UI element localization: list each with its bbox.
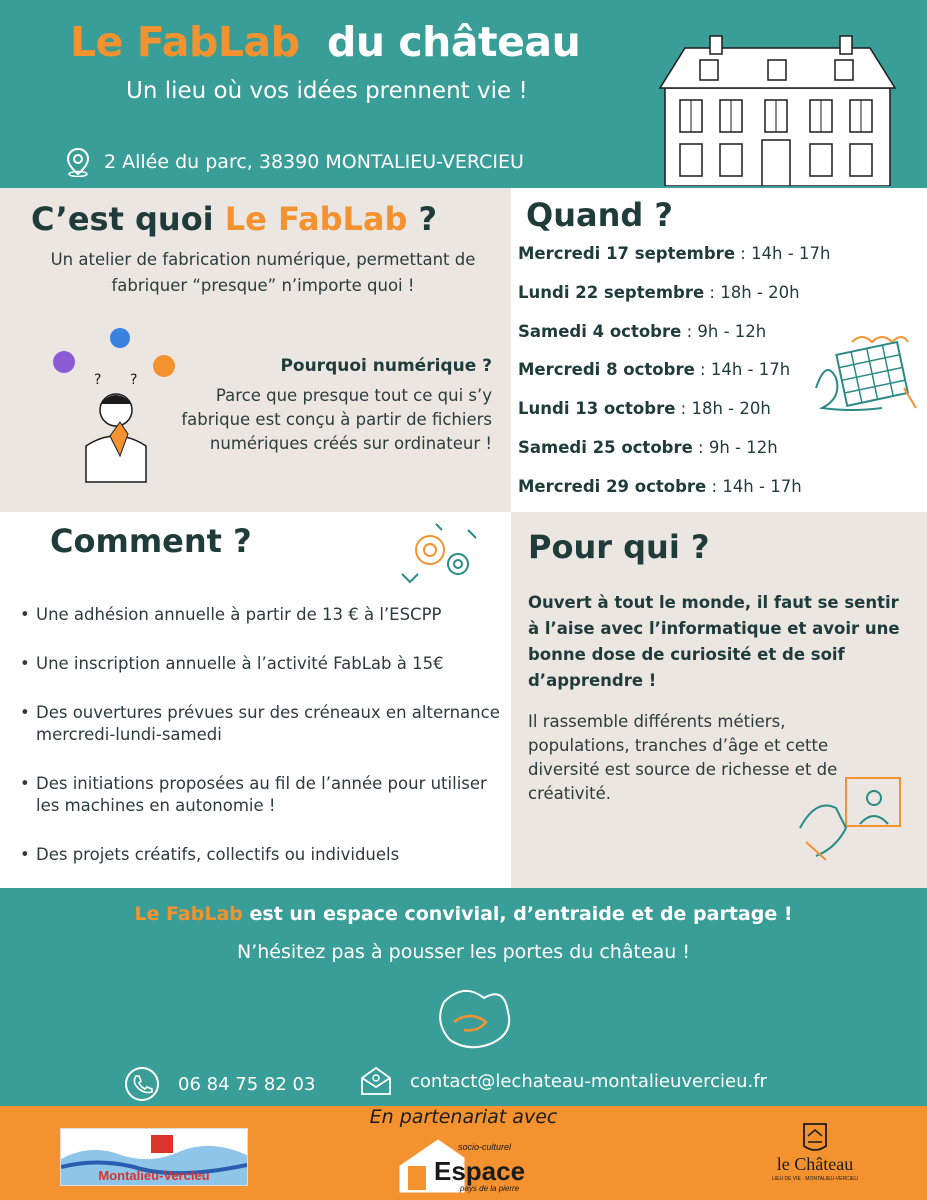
schedule-day: Mercredi 29 octobre (518, 476, 707, 496)
what-description: Un atelier de fabrication numérique, permettant de fabriquer “presque” n’importe quoi ! (50, 250, 476, 295)
chateau-logo-text: le Château (776, 1154, 854, 1174)
schedule-time: : 18h - 20h (704, 282, 800, 302)
list-item: • Une adhésion annuelle à partir de 13 € à l’ESCPP (20, 604, 500, 626)
list-item: • Des ouvertures prévues sur des créneaux en alternance mercredi-lundi-samedi (20, 702, 500, 746)
title-chateau: du château (327, 18, 581, 66)
schedule-row (518, 279, 848, 318)
address-text: 2 Allée du parc, 38390 MONTALIEU-VERCIEU (104, 151, 524, 173)
what-heading-question: ? (418, 200, 438, 238)
why-digital-title: Pourquoi numérique ? (280, 356, 492, 376)
espace-logo (398, 1136, 538, 1194)
schedule-time: : 14h - 17h (694, 360, 791, 380)
espace-logo-top: socio-culturel (458, 1142, 512, 1152)
espace-logo-main: Espace (434, 1156, 526, 1186)
schedule-row (518, 318, 848, 357)
phone-number: 06 84 75 82 03 (178, 1073, 316, 1095)
schedule-day: Lundi 22 septembre (518, 282, 705, 302)
schedule-row (518, 240, 848, 279)
mail-icon (360, 1066, 392, 1096)
who-bold-text: Ouvert à tout le monde, il faut se sentir à l’aise avec l’informatique et avoir une bonne dose de curiosité et de soif d’apprendre ! (528, 593, 900, 690)
schedule-time: : 14h - 17h (706, 476, 802, 496)
montalieu-logo-text: Montalieu-Vercieu (98, 1168, 210, 1183)
partners-title: En partenariat avec (369, 1106, 558, 1128)
page-subtitle: Un lieu où vos idées prennent vie ! (126, 78, 528, 104)
schedule-time: : 14h - 17h (735, 244, 831, 263)
schedule-row (518, 395, 848, 434)
schedule-time: : 18h - 20h (675, 399, 771, 419)
band-tagline-fablab: Le FabLab (134, 903, 243, 925)
svg-text:?: ? (94, 372, 102, 388)
phone-contact[interactable] (124, 1066, 315, 1102)
schedule-day: Lundi 13 octobre (518, 399, 676, 419)
band-tagline-rest: est un espace convivial, d’entraide et de partage ! (242, 903, 793, 925)
castle-illustration (640, 28, 915, 186)
list-item: • Des projets créatifs, collectifs ou individuels (20, 844, 500, 866)
page-title (70, 18, 580, 66)
schedule-day: Samedi 25 octobre (518, 437, 693, 457)
email-contact[interactable] (360, 1066, 767, 1096)
how-list (20, 604, 500, 893)
what-heading-fablab: Le FabLab (224, 200, 408, 238)
montalieu-logo-graphic (61, 1129, 247, 1185)
calendar-icon (812, 328, 922, 418)
schedule-row (518, 356, 848, 395)
email-address: contact@lechateau-montalieuvercieu.fr (410, 1070, 767, 1092)
schedule-time: : 9h - 12h (692, 437, 778, 457)
handshake-icon (434, 982, 514, 1054)
montalieu-vercieu-logo (60, 1128, 248, 1186)
gears-icon (396, 520, 486, 588)
schedule-day: Mercredi 8 octobre (518, 360, 695, 380)
svg-text:?: ? (130, 372, 138, 388)
band-tagline (0, 903, 927, 925)
schedule-list (518, 240, 848, 512)
how-heading: Comment ? (50, 522, 252, 560)
schedule-row (518, 473, 848, 512)
band-invitation: N’hésitez pas à pousser les portes du château ! (237, 941, 690, 963)
chateau-logo-sub: LIEU DE VIE · MONTALIEU-VERCIEU (771, 1176, 859, 1182)
when-heading: Quand ? (526, 196, 673, 234)
espace-logo-sub: pays de la pierre (460, 1184, 520, 1193)
list-item: • Des initiations proposées au fil de l’année pour utiliser les machines en autonomie ! (20, 773, 500, 817)
phone-icon (124, 1066, 160, 1102)
schedule-day: Mercredi 17 septembre (518, 244, 736, 263)
address-row (64, 147, 524, 177)
who-heading: Pour qui ? (528, 528, 710, 566)
location-pin-icon (64, 147, 92, 177)
what-heading-part1: C’est quoi (31, 200, 214, 238)
title-fablab: Le FabLab (70, 18, 300, 66)
list-item: • Une inscription annuelle à l’activité FabLab à 15€ (20, 653, 500, 675)
schedule-time: : 9h - 12h (681, 321, 767, 341)
why-digital-text: Parce que presque tout ce qui s’y fabrique est conçu à partir de fichiers numériques créés sur ordinateur ! (181, 386, 492, 453)
presentation-icon (796, 768, 906, 864)
le-chateau-logo (760, 1122, 870, 1184)
who-text: Il rassemble différents métiers, populations, tranches d’âge et cette diversité est source de richesse et de créativité. (528, 712, 838, 803)
what-heading (31, 200, 437, 238)
schedule-row (518, 434, 848, 473)
schedule-day: Samedi 4 octobre (518, 321, 682, 341)
